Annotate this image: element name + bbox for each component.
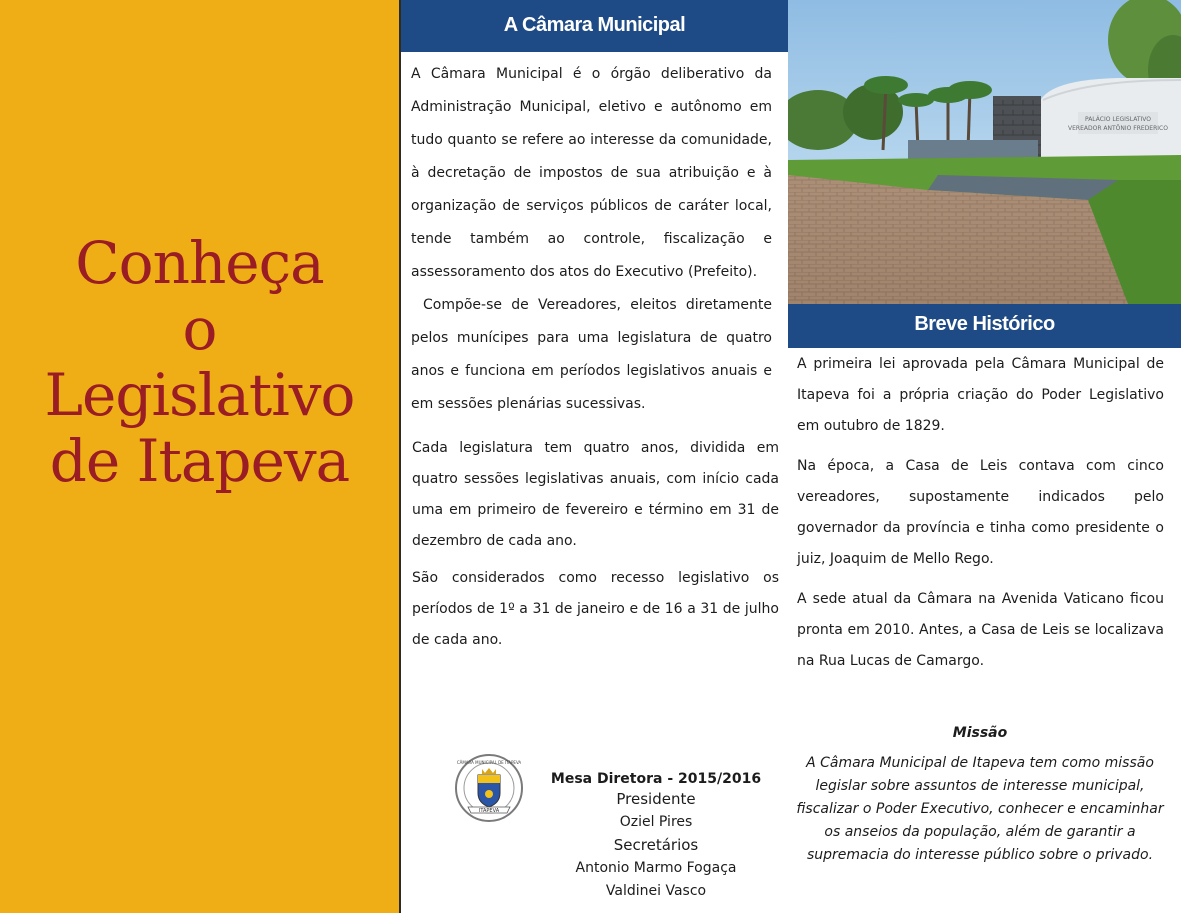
presidente-name: Oziel Pires xyxy=(619,814,693,830)
secretario-name: Valdinei Vasco xyxy=(605,883,707,899)
building-illustration xyxy=(788,0,1181,304)
historico-paragraph: A sede atual da Câmara na Avenida Vaticano ficou pronta em 2010. Antes, a Casa de Leis se localizava na Rua Lucas de Camargo. xyxy=(797,591,1164,669)
camara-header: A Câmara Municipal xyxy=(401,0,788,52)
cover-title-line: Legislativo xyxy=(44,361,355,429)
cover-title-line: Conheça xyxy=(75,229,324,297)
mesa-title: Mesa Diretora - 2015/2016 xyxy=(550,771,762,787)
secretario-name: Antonio Marmo Fogaça xyxy=(575,860,737,876)
presidente-label: Presidente xyxy=(616,790,696,808)
seal-ring-text: CÂMARA MUNICIPAL DE ITAPEVA xyxy=(456,760,522,765)
missao-section xyxy=(795,722,1165,867)
camara-paragraph: Cada legislatura tem quatro anos, dividida em quatro sessões legislativas anuais, com início cada uma em primeiro de fevereiro e término em 31 de dezembro de cada ano. xyxy=(412,440,779,549)
secretarios-label: Secretários xyxy=(613,836,699,854)
historico-text xyxy=(797,349,1164,686)
historico-paragraph: Na época, a Casa de Leis contava com cinco vereadores, supostamente indicados pelo governador da província e tinha como presidente o juiz, Joaquim de Mello Rego. xyxy=(797,458,1164,567)
cover-title-line: o xyxy=(182,295,217,363)
historico-header: Breve Histórico xyxy=(788,304,1181,348)
seal-ribbon-text: ITAPEVA xyxy=(478,808,500,814)
missao-text: A Câmara Municipal de Itapeva tem como missão legislar sobre assuntos de interesse municipal, fiscalizar o Poder Executivo, conhecer e encaminhar os anseios da população, além de garantir a supremacia do interesse público sobre o privado. xyxy=(796,755,1164,863)
cover-title-line: de Itapeva xyxy=(49,427,350,495)
cover-panel xyxy=(0,0,401,913)
mesa-diretora xyxy=(540,770,772,903)
building-photo xyxy=(788,0,1181,304)
building-sign-line: VEREADOR ANTÔNIO FREDERICO xyxy=(1068,125,1168,132)
cover-title xyxy=(0,230,399,494)
seal-icon xyxy=(454,753,524,823)
historico-paragraph: A primeira lei aprovada pela Câmara Municipal de Itapeva foi a própria criação do Poder Legislativo em outubro de 1829. xyxy=(797,356,1164,434)
missao-title: Missão xyxy=(952,725,1008,741)
camara-seal-logo xyxy=(454,753,524,823)
camara-paragraph: A Câmara Municipal é o órgão deliberativo da Administração Municipal, eletivo e autônomo em tudo quanto se refere ao interesse da comunidade, à decretação de impostos de sua atribuição e à organização de serviços públicos de caráter local, tende também ao controle, fiscalização e assessoramento dos atos do Executivo (Prefeito). xyxy=(411,66,772,280)
camara-paragraph: São considerados como recesso legislativo os períodos de 1º a 31 de janeiro e de 16 a 31 de julho de cada ano. xyxy=(412,570,779,648)
camara-intro xyxy=(411,58,772,421)
camara-legislatura xyxy=(412,433,779,662)
camara-paragraph: Compõe-se de Vereadores, eleitos diretamente pelos munícipes para uma legislatura de quatro anos e funciona em períodos legislativos anuais e em sessões plenárias sucessivas. xyxy=(411,297,772,412)
building-sign-line: PALÁCIO LEGISLATIVO xyxy=(1084,116,1152,123)
